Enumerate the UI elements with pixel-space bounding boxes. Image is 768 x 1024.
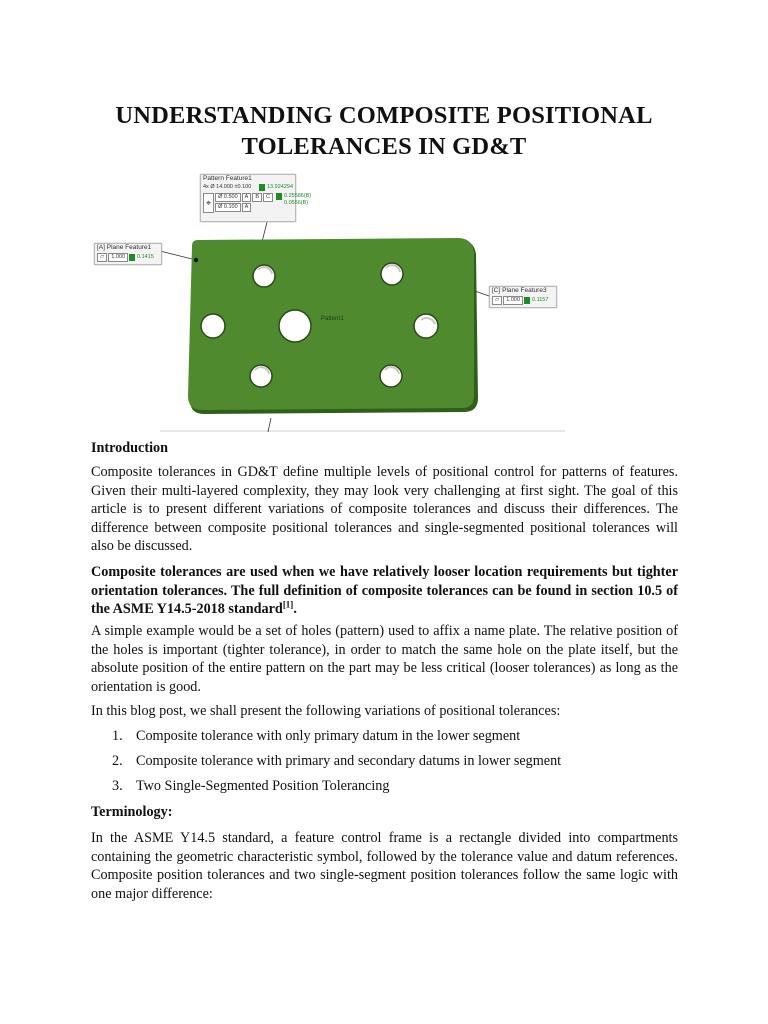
measured-value: 0.1415 (137, 254, 154, 260)
measured-value-3: 0.0556(B) (283, 200, 309, 206)
terminology-paragraph: In the ASME Y14.5 standard, a feature control frame is a rectangle divided into compartments containing the geometric characteristic symbol, followed by the tolerance value and datum references. Composite position tolerances and two single-segment position tolerances follow the same logic with one major difference: (91, 830, 678, 902)
intro-paragraph-3: A simple example would be a set of holes (pattern) used to affix a name plate. The relative position of the holes is important (tighter tolerance), in order to match the same hole on the plate itself, but the absolute position of the entire pattern on the part may be less critical (looser tolerances) as long as the orientation is good. (91, 623, 678, 695)
pattern-feature-callout[interactable] (200, 174, 312, 222)
datum-a-lower: A (242, 203, 252, 212)
intro-heading: Introduction (91, 440, 168, 456)
tolerance-value: 1.000 (108, 253, 128, 262)
list-item: 1. Composite tolerance with only primary datum in the lower segment (112, 728, 521, 744)
flatness-icon: ▱ (492, 296, 502, 305)
plane-a-callout[interactable] (94, 243, 162, 265)
status-indicator (259, 184, 265, 191)
datum-c: C (263, 193, 273, 202)
callout-title: [C] Plane Feature3 (492, 287, 547, 294)
list-item: 2. Composite tolerance with primary and secondary datums in lower segment (112, 753, 562, 770)
datum-b: B (252, 193, 262, 202)
measured-value: 13.924294 (267, 184, 293, 190)
position-symbol-icon: ⌖ (203, 193, 214, 213)
callout-title: Pattern Feature1 (203, 175, 252, 182)
callout-spec: 4x Ø 14.000 ±0.100 (203, 184, 252, 190)
variations-list (112, 727, 678, 803)
pattern-label: Pattern1 (321, 316, 344, 322)
tolerance-segment-2: Ø 0.100 (215, 203, 241, 212)
measured-value: 0.1157 (532, 297, 549, 303)
datum-a: A (242, 193, 252, 202)
measured-value-2: 0.25586(B) (283, 193, 312, 199)
plane-c-callout[interactable] (489, 286, 557, 308)
terminology-heading: Terminology: (91, 804, 173, 820)
callout-title: [A] Plane Feature1 (97, 244, 152, 251)
flatness-icon: ▱ (97, 253, 107, 262)
title-line-2: TOLERANCES IN GD&T (241, 133, 527, 160)
tolerance-value: 1.000 (503, 296, 523, 305)
page-title (0, 100, 768, 162)
tolerance-segment-1: Ø 0.500 (215, 193, 241, 202)
title-line-1: UNDERSTANDING COMPOSITE POSITIONAL (115, 102, 653, 129)
list-item: 3. Two Single-Segmented Position Tolerancing (112, 778, 390, 795)
intro-paragraph-2: Composite tolerances are used when we have relatively looser location requirements but tighter orientation tolerances. The full definition of composite tolerances can be found in section 10.5 of the ASME Y14.5-2018 standard[1]. (91, 564, 678, 618)
plate-figure (90, 170, 570, 432)
intro-paragraph-4: In this blog post, we shall present the following variations of positional tolerances: (91, 703, 561, 719)
reference-link[interactable]: [1] (282, 599, 294, 610)
intro-paragraph-1: Composite tolerances in GD&T define multiple levels of positional control for patterns of features. Given their multi-layered complexity, they may look very challenging at first sight. The goal of this article is to present different variations of composite tolerances and discuss their differences. The difference between composite positional tolerances and single-segmented positional tolerances will also be discussed. (91, 464, 678, 555)
